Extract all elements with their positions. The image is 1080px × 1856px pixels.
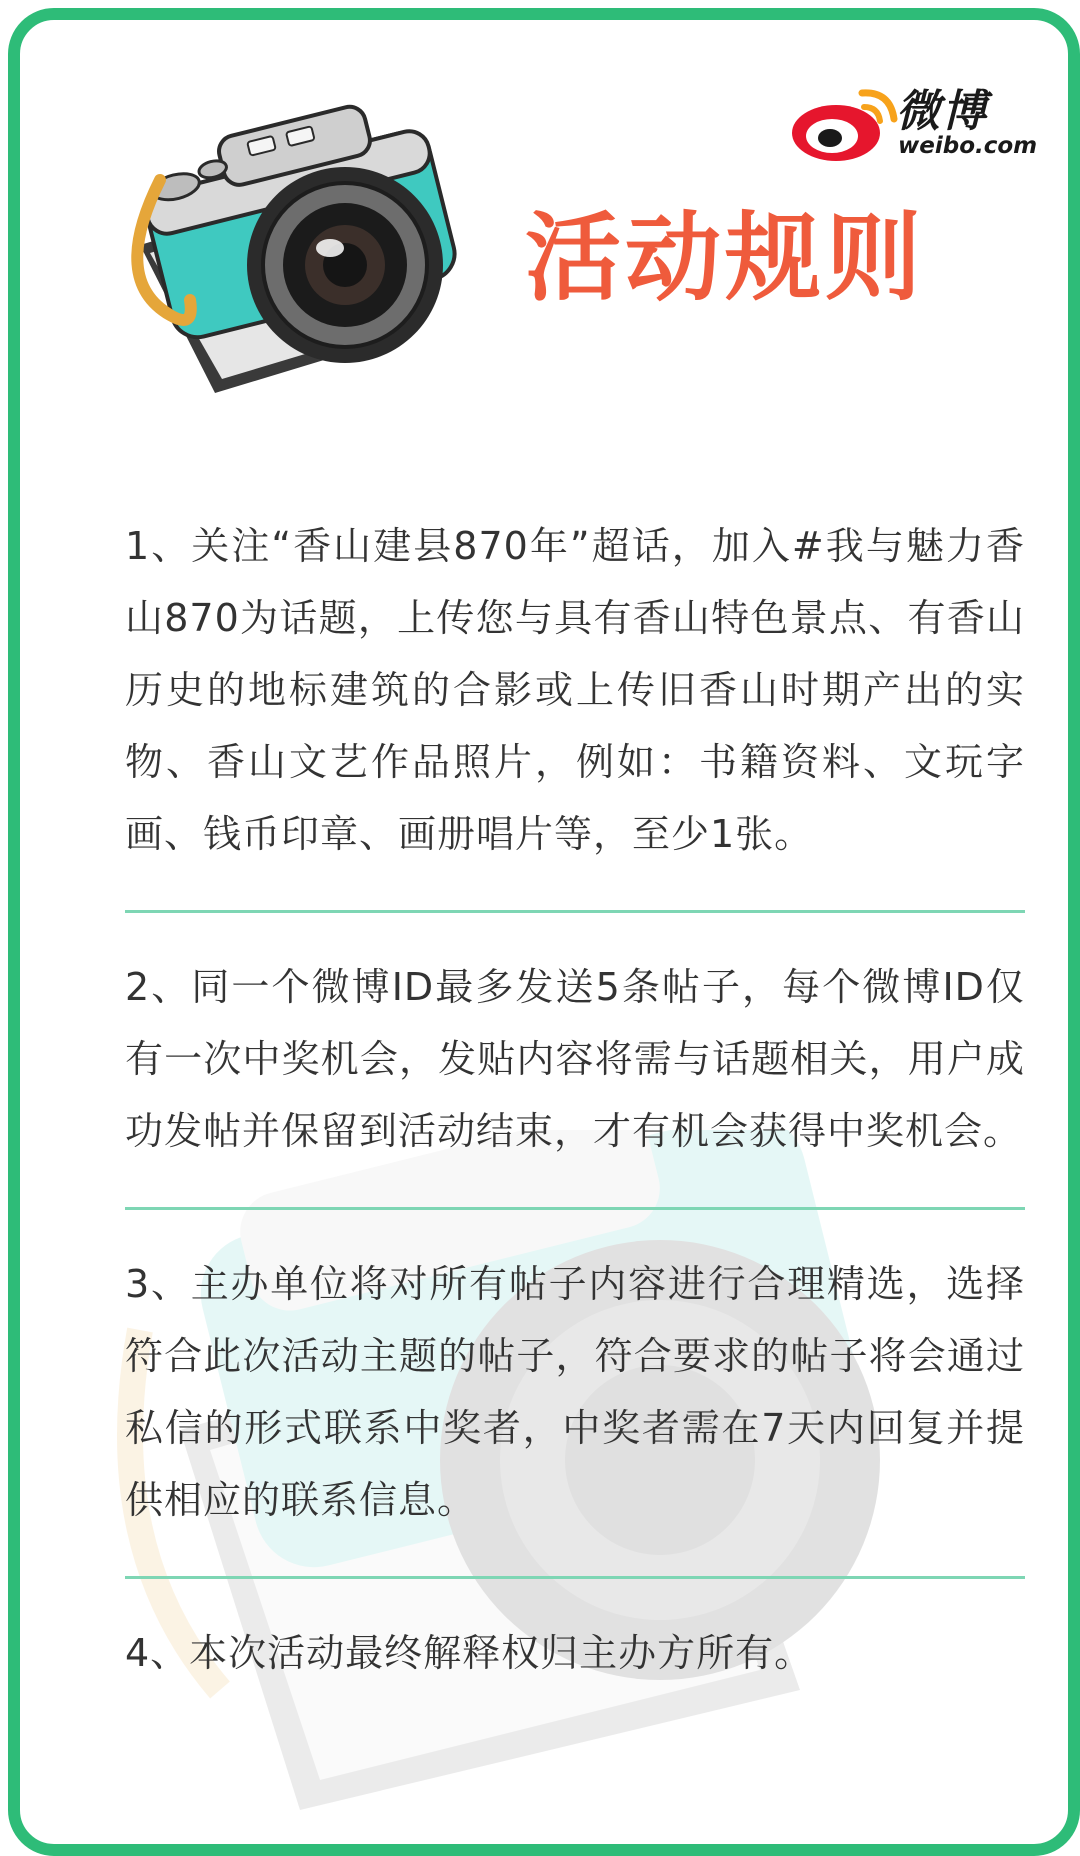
weibo-logo xyxy=(790,75,1038,165)
rule-item-4: 4、本次活动最终解释权归主办方所有。 xyxy=(125,1631,814,1675)
rule-item-2: 2、同一个微博ID最多发送5条帖子，每个微博ID仅有一次中奖机会，发贴内容将需与话题相关，用户成功发帖并保留到活动结束，才有机会获得中奖机会。 xyxy=(125,965,1025,1153)
weibo-url: weibo.com xyxy=(898,133,1038,159)
divider xyxy=(125,1207,1025,1210)
divider xyxy=(125,910,1025,913)
rules-list xyxy=(125,510,1025,1689)
rules-card xyxy=(8,8,1080,1856)
rule-item-3: 3、主办单位将对所有帖子内容进行合理精选，选择符合此次活动主题的帖子，符合要求的帖子将会通过私信的形式联系中奖者，中奖者需在7天内回复并提供相应的联系信息。 xyxy=(125,1262,1025,1522)
camera-icon xyxy=(120,100,470,400)
rule-item-1: 1、关注“香山建县870年”超话，加入#我与魅力香山870为话题，上传您与具有香山特色景点、有香山历史的地标建筑的合影或上传旧香山时期产出的实物、香山文艺作品照片，例如：书籍资料、文玩字画、钱币印章、画册唱片等，至少1张。 xyxy=(125,524,1025,856)
weibo-brand-name: 微博 xyxy=(896,86,988,137)
divider xyxy=(125,1576,1025,1579)
weibo-eye-icon xyxy=(790,83,900,163)
page-title: 活动规则 xyxy=(525,202,925,314)
